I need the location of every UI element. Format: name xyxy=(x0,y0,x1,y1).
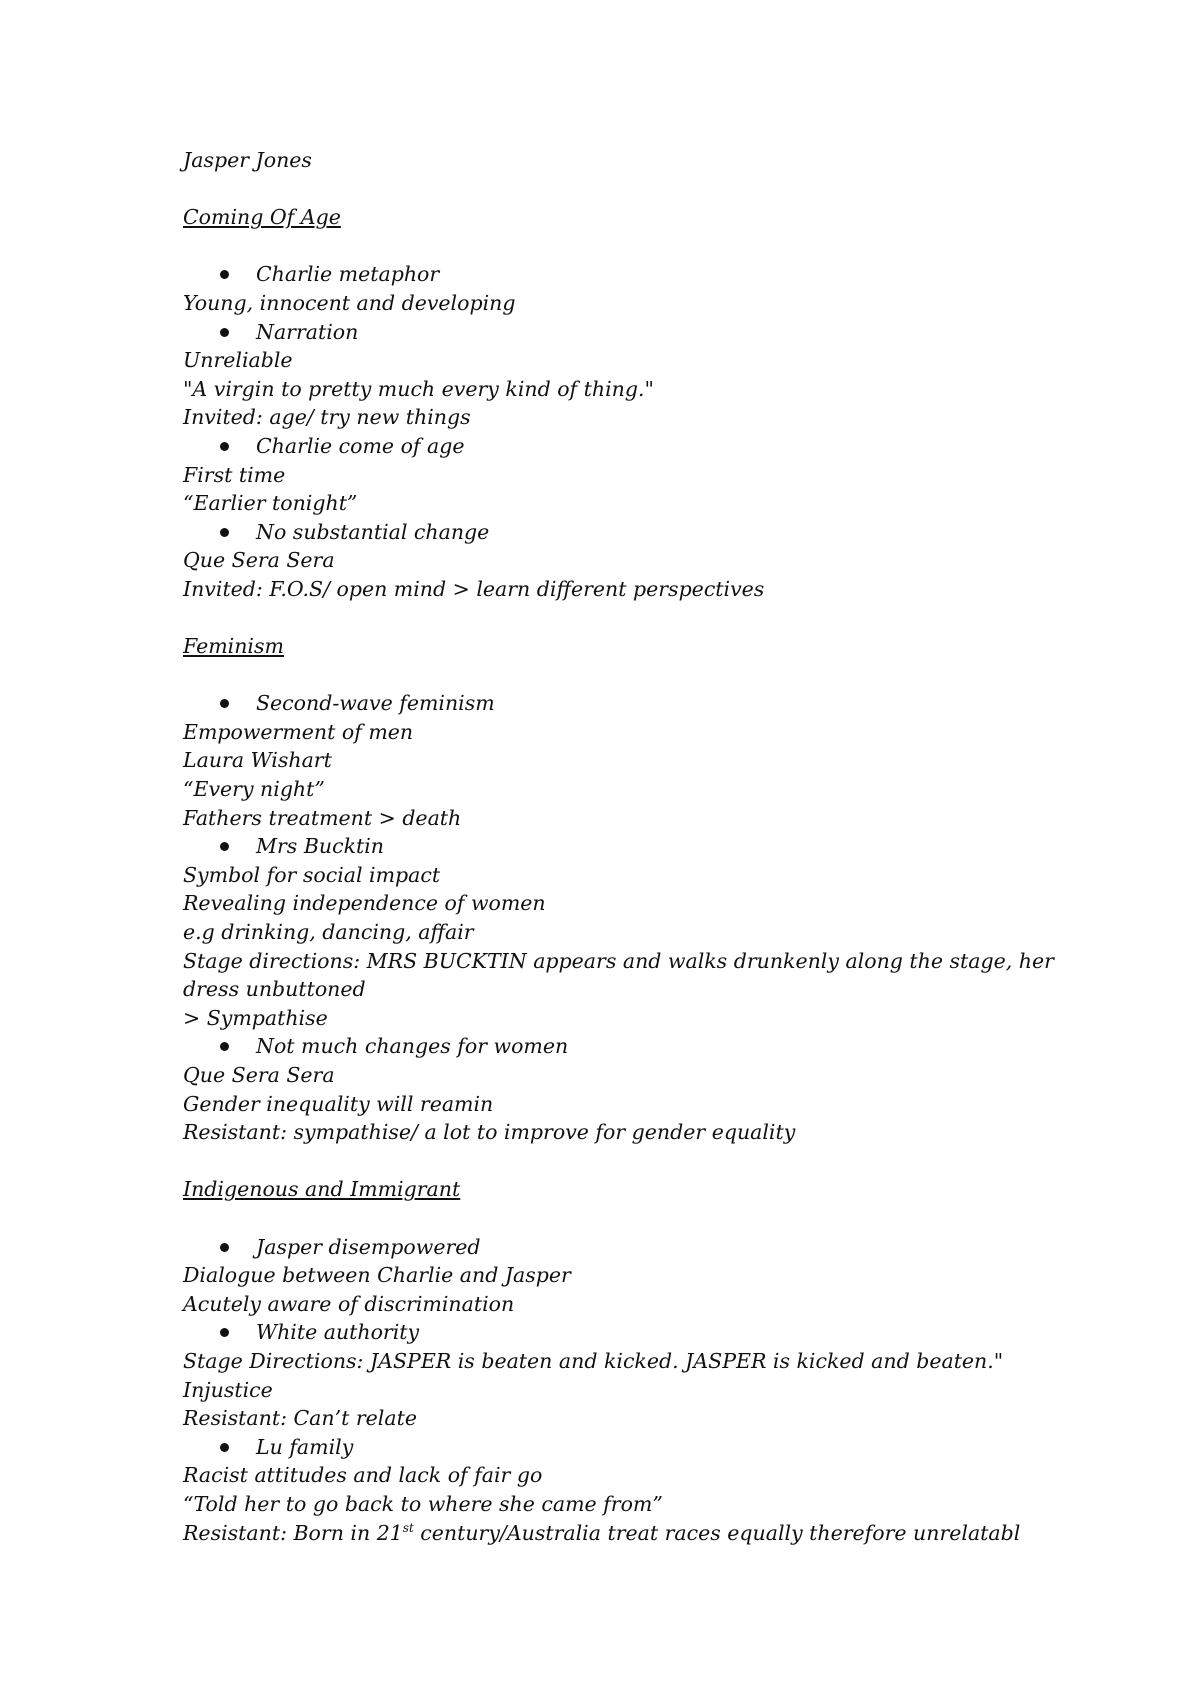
text-segment: century/Australia treat races equally therefore unrelatabl xyxy=(413,1520,1021,1545)
text-line xyxy=(183,1519,1053,1548)
document-body xyxy=(183,146,1053,1547)
bullet-item xyxy=(183,1318,1053,1347)
text-line: Stage directions: MRS BUCKTIN appears and walks drunkenly along the stage, her xyxy=(183,948,1054,973)
bullet-icon xyxy=(220,1328,229,1337)
text-line: > Sympathise xyxy=(183,1005,328,1030)
bullet-text: Narration xyxy=(256,319,359,344)
text-line: dress unbuttoned xyxy=(183,977,366,1002)
text-line: Symbol for social impact xyxy=(183,862,441,887)
bullet-text: No substantial change xyxy=(256,519,490,544)
bullet-text: Lu family xyxy=(256,1434,354,1459)
text-line: Resistant: sympathise/ a lot to improve for gender equality xyxy=(183,1120,796,1145)
bullet-icon xyxy=(220,699,229,708)
bullet-item xyxy=(183,432,1053,461)
bullet-icon xyxy=(220,442,229,451)
bullet-text: Second-wave feminism xyxy=(256,691,495,716)
text-line: "A virgin to pretty much every kind of thing." xyxy=(183,376,654,401)
section-heading: Indigenous and Immigrant xyxy=(183,1177,461,1202)
document-title: Jasper Jones xyxy=(183,148,312,172)
bullet-text: Charlie come of age xyxy=(256,433,465,458)
text-line: Young, innocent and developing xyxy=(183,290,516,315)
bullet-icon xyxy=(220,842,229,851)
bullet-item xyxy=(183,832,1053,861)
bullet-icon xyxy=(220,1243,229,1252)
text-line: Que Sera Sera xyxy=(183,548,335,573)
text-line: “Every night” xyxy=(183,777,325,802)
bullet-icon xyxy=(220,1443,229,1452)
text-line: Stage Directions: JASPER is beaten and kicked. JASPER is kicked and beaten." xyxy=(183,1348,1004,1373)
bullet-item xyxy=(183,1233,1053,1262)
bullet-text: White authority xyxy=(256,1320,420,1345)
text-line: Injustice xyxy=(183,1377,273,1402)
section-heading: Feminism xyxy=(183,634,284,659)
text-line: First time xyxy=(183,462,286,487)
bullet-item xyxy=(183,518,1053,547)
text-line: “Told her to go back to where she came from” xyxy=(183,1491,663,1516)
bullet-item xyxy=(183,1032,1053,1061)
text-line: Empowerment of men xyxy=(183,719,414,744)
bullet-item xyxy=(183,318,1053,347)
bullet-item xyxy=(183,689,1053,718)
text-line: Fathers treatment > death xyxy=(183,805,462,830)
bullet-item xyxy=(183,1433,1053,1462)
spacer xyxy=(183,232,1053,261)
text-segment: Resistant: Born in 21 xyxy=(183,1520,403,1545)
bullet-icon xyxy=(220,270,229,279)
text-line: “Earlier tonight” xyxy=(183,491,358,516)
spacer xyxy=(183,604,1053,633)
text-line: Racist attitudes and lack of fair go xyxy=(183,1463,543,1488)
text-line: Invited: age/ try new things xyxy=(183,405,471,430)
text-line: e.g drinking, dancing, affair xyxy=(183,920,474,945)
text-line: Que Sera Sera xyxy=(183,1063,335,1087)
bullet-icon xyxy=(220,328,229,337)
text-line: Laura Wishart xyxy=(183,748,332,773)
text-line: Acutely aware of discrimination xyxy=(183,1291,515,1316)
text-line: Unreliable xyxy=(183,348,293,373)
text-line: Gender inequality will reamin xyxy=(183,1091,494,1116)
bullet-text: Jasper disempowered xyxy=(256,1234,481,1259)
bullet-icon xyxy=(220,1042,229,1051)
bullet-item xyxy=(183,260,1053,289)
superscript: st xyxy=(402,1520,414,1535)
text-line: Revealing independence of women xyxy=(183,891,546,916)
spacer xyxy=(183,1204,1053,1233)
spacer xyxy=(183,1147,1053,1176)
bullet-text: Not much changes for women xyxy=(256,1034,569,1059)
text-line: Invited: F.O.S/ open mind > learn different perspectives xyxy=(183,576,765,601)
bullet-icon xyxy=(220,528,229,537)
section-heading: Coming Of Age xyxy=(183,205,341,230)
spacer xyxy=(183,175,1053,204)
bullet-text: Mrs Bucktin xyxy=(256,834,384,859)
spacer xyxy=(183,661,1053,690)
text-line: Resistant: Can’t relate xyxy=(183,1406,417,1431)
text-line: Dialogue between Charlie and Jasper xyxy=(183,1263,571,1288)
bullet-text: Charlie metaphor xyxy=(256,262,440,287)
